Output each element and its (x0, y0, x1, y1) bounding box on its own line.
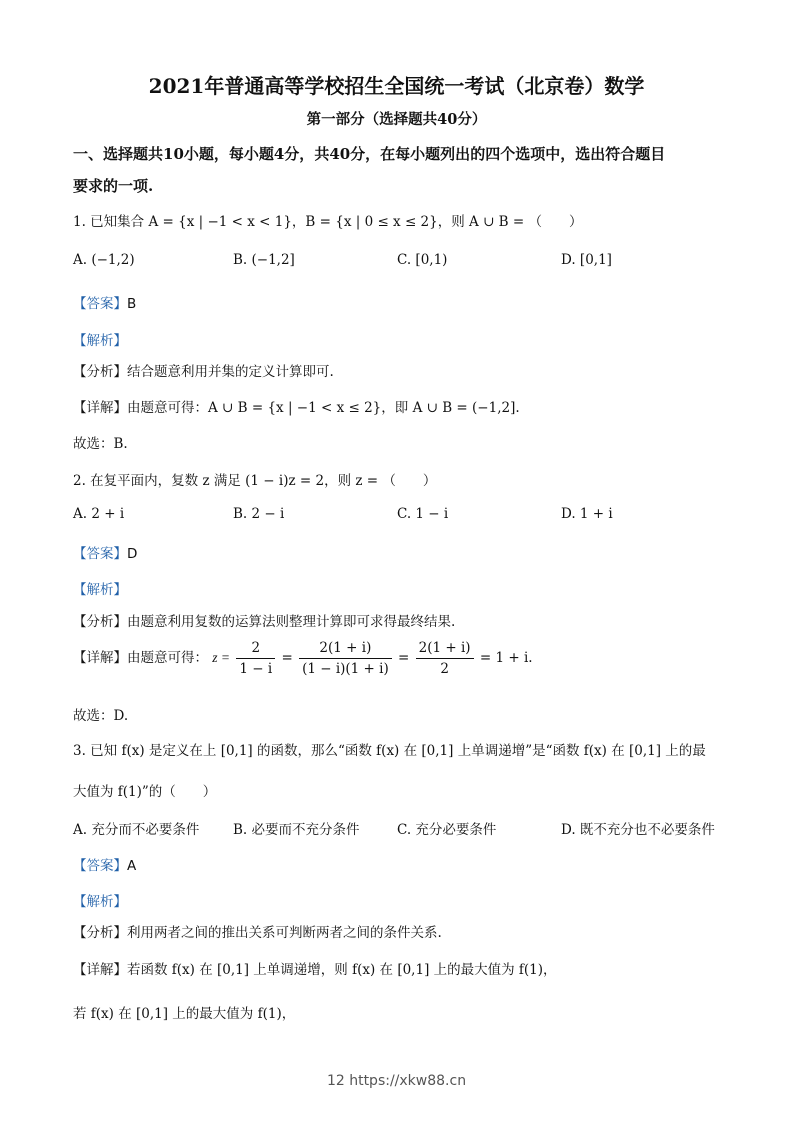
q2-option-d: D. 1 + i (561, 506, 613, 522)
q1-option-d: D. [0,1] (561, 252, 612, 268)
part-subtitle: 第一部分（选择题共40分） (306, 111, 487, 128)
detail-tag: 【详解】 (73, 650, 127, 666)
q3-detail: 若函数 f(x) 在 [0,1] 上单调递增，则 f(x) 在 [0,1] 上的最大值为 f(1)， (127, 962, 557, 978)
fenxi-tag: 【分析】 (73, 614, 127, 630)
q2-conclusion: 故选：D. (73, 708, 129, 724)
q3-answer: A (127, 858, 137, 874)
q1-fenxi: 结合题意利用并集的定义计算即可. (127, 364, 334, 380)
detail-tag: 【详解】 (73, 400, 127, 416)
q3-stem-line1: 3. 已知 f(x) 是定义在上 [0,1] 的函数，那么“函数 f(x) 在 [0,1] 上单调递增”是“函数 f(x) 在 [0,1] 上的最 (73, 743, 706, 759)
q1-option-c: C. [0,1) (397, 252, 448, 268)
q2-option-b: B. 2 − i (233, 506, 285, 522)
q2-fenxi: 由题意利用复数的运算法则整理计算即可求得最终结果. (127, 614, 456, 630)
q1-stem: 1. 已知集合 A = {x | −1 < x < 1}，B = {x | 0 ≤ x ≤ 2}，则 A ∪ B = （ ） (73, 214, 583, 230)
answer-tag: 【答案】 (73, 296, 127, 312)
q2-option-c: C. 1 − i (397, 506, 449, 522)
q3-answer-row (73, 854, 136, 874)
q2-option-a: A. 2 + i (73, 506, 125, 522)
q1-detail-row (73, 396, 520, 416)
q1-analysis-tag (73, 329, 127, 349)
fenxi-tag: 【分析】 (73, 364, 127, 380)
q3-stem-line2: 大值为 f(1)”的（ ） (73, 784, 217, 800)
q3-fenxi-row (73, 921, 442, 941)
q2-answer: D (127, 546, 138, 562)
q2-f2-num: 2(1 + i) (299, 640, 392, 659)
q2-f1-num: 2 (236, 640, 275, 659)
q3-detail-row (73, 958, 557, 978)
q1-answer-row (73, 292, 136, 312)
q2-detail-result: = 1 + i. (479, 650, 533, 666)
q2-detail-prefix: 由题意可得： (127, 650, 208, 666)
q2-answer-row (73, 542, 137, 562)
q1-detail: 由题意可得：A ∪ B = {x | −1 < x ≤ 2}，即 A ∪ B = (−1,2]. (127, 400, 520, 416)
q3-detail-line2: 若 f(x) 在 [0,1] 上的最大值为 f(1)， (73, 1006, 296, 1022)
q2-f3-den: 2 (440, 661, 449, 677)
q2-fraction-1 (236, 640, 275, 677)
q2-f3-num: 2(1 + i) (416, 640, 474, 659)
q2-f2-den: (1 − i)(1 + i) (302, 661, 389, 677)
q3-option-d: D. 既不充分也不必要条件 (561, 822, 715, 838)
q1-fenxi-row (73, 360, 334, 380)
q2-fraction-3 (416, 640, 474, 677)
q3-option-a: A. 充分而不必要条件 (73, 822, 200, 838)
q2-fraction-2 (299, 640, 392, 677)
page-footer: 12 https://xkw88.cn (326, 1073, 467, 1089)
q3-option-b: B. 必要而不充分条件 (233, 822, 360, 838)
q1-option-b: B. (−1,2] (233, 252, 295, 268)
section-heading-line1: 一、选择题共10小题，每小题4分，共40分，在每小题列出的四个选项中，选出符合题目 (73, 145, 666, 163)
answer-tag: 【答案】 (73, 546, 127, 562)
q2-analysis-tag (73, 578, 127, 598)
section-heading-line2: 要求的一项. (73, 177, 154, 195)
q2-fenxi-row (73, 610, 455, 630)
answer-tag: 【答案】 (73, 858, 127, 874)
q1-conclusion: 故选：B. (73, 436, 128, 452)
page-title: 2021年普通高等学校招生全国统一考试（北京卷）数学 (148, 74, 645, 98)
analysis-tag: 【解析】 (73, 582, 127, 598)
detail-tag: 【详解】 (73, 962, 127, 978)
analysis-tag: 【解析】 (73, 894, 127, 910)
q2-detail-z: z = (212, 650, 231, 665)
q2-f1-den: 1 − i (239, 661, 273, 677)
q1-option-a: A. (−1,2) (73, 252, 135, 268)
fenxi-tag: 【分析】 (73, 925, 127, 941)
q3-analysis-tag (73, 890, 127, 910)
analysis-tag: 【解析】 (73, 333, 127, 349)
q3-option-c: C. 充分必要条件 (397, 822, 497, 838)
q1-answer: B (127, 296, 137, 312)
q2-detail-row (73, 640, 533, 677)
q2-stem: 2. 在复平面内，复数 z 满足 (1 − i)z = 2，则 z = （ ） (73, 473, 437, 489)
equals-sign: = (281, 650, 293, 666)
q3-fenxi: 利用两者之间的推出关系可判断两者之间的条件关系. (127, 925, 442, 941)
equals-sign: = (398, 650, 410, 666)
